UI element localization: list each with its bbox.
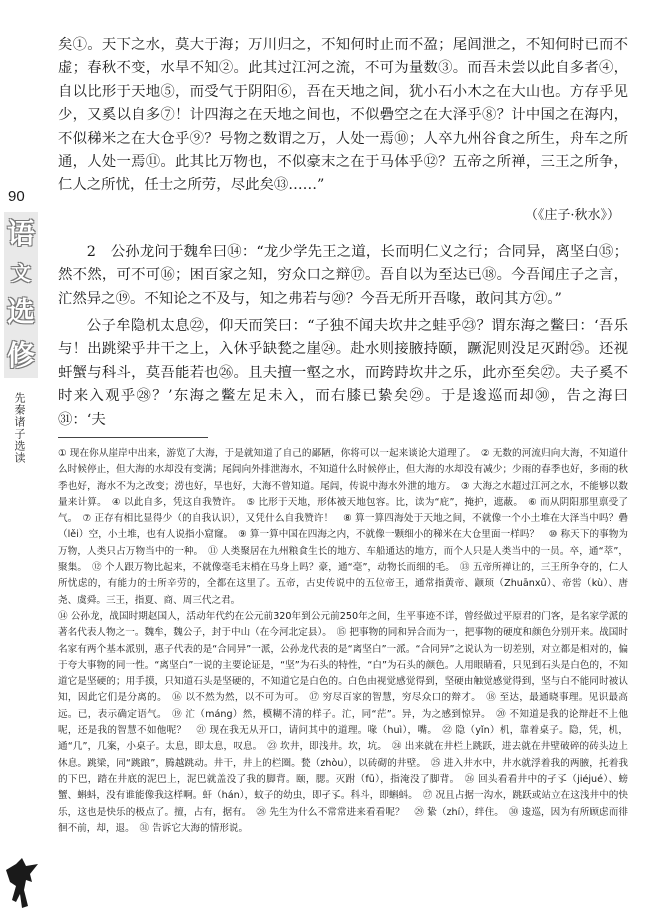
title-char-3: 选 (6, 295, 35, 328)
title-char-1: 语 (6, 217, 35, 250)
source-citation: （《庄子·秋水》） (524, 207, 620, 223)
footnote-divider (58, 437, 208, 438)
ink-figure-icon (2, 856, 42, 912)
title-char-4: 修 (6, 339, 35, 372)
page-number: 90 (8, 188, 25, 205)
title-char-2: 文 (11, 261, 31, 285)
main-text (58, 34, 628, 432)
footnote-block-2: ⑭ 公孙龙，战国时期赵国人，活动年代约在公元前320年到公元前250年之间，生平事迹不详，曾经做过平原君的门客，是名家学派的著名代表人物之一。魏牟，魏公子，封于中山（在今河北定县）。 ⑮ 把事物的同和异合而为一，把事物的硬度和颜色分别开来。战国时名家有两个基本派别，惠子代表的是“合同异”一派，公孙龙代表的是“离坚白”一派。“合同异”之说认为一切差别，对立都是相对的，偏于夸大事物的同一性。“离坚白”一说的主要论证是，“坚”为石头的特性，“白”为石头的颜色。人用眼睛看，只见到石头是白色的，不知道它是坚硬的；用手摸，只知道石头是坚硬的，不知道它是白色的。白色由视觉感觉得到，坚硬由触觉感觉得到，坚与白不能同时被认知，因此它们是分离的。 ⑯ 以不然为然，以不可为可。 ⑰ 穷尽百家的智慧，穷尽众口的辩才。 ⑱ 至达，最通晓事理。见识最高远。已，表示确定语气。 ⑲ 汒（máng）然，模糊不清的样子。汒，同“茫”。异，为之感到惊异。 ⑳ 不知道是我的论辩赶不上他呢，还是我的智慧不如他呢？ ㉑ 现在我无从开口，请问其中的道理。喙（huì），嘴。 ㉒ 隐（yǐn）机，靠着桌子。隐，凭，机，通“几”，几案，小桌子。太息，即太息，叹息。 ㉓ 坎井，即浅井。坎，坑。 ㉔ 出来就在井栏上跳跃，进去就在井壁破碎的砖头边上休息。跳梁，同“跳踉”，腾越跳动。井干，井上的栏圈。甃（zhòu），以砖砌的井壁。 ㉕ 进入井水中，井水就浮着我的两腋，托着我的下巴，踏在井底的泥巴上，泥巴就盖没了我的脚背。颐，腮。灭跗（fū），指淹没了脚背。 ㉖ 回头看看井中的孑孓（jiéjué）、螃蟹、蝌蚪，没有谁能像我这样啊。虷（hán），蚊子的幼虫，即孑孓。科斗，即蝌蚪。 ㉗ 况且占据一沟水，跳跃或站立在这浅井中的快乐，这也是快乐的极点了。擅，占有，据有。 ㉘ 先生为什么不常常进来看看呢？ ㉙ 絷（zhí），绊住。 ㉚ 逡巡，因为有所顾虑而徘徊不前，却，退。 ㉛ 告诉它大海的情形说。 (58, 610, 628, 834)
left-margin (0, 0, 44, 923)
paragraph-3: 公子牟隐机太息㉒，仰天而笑曰：“子独不闻夫坎井之蛙乎㉓？谓东海之鳖曰：‘吾乐与！出跳梁乎井干之上，入休乎缺甃之崖㉔。赴水则接腋持颐，蹶泥则没足灭跗㉕。还视虷蟹与科斗，莫吾能若也㉖。且夫擅一壑之水，而跨跱坎井之乐，此亦至矣㉗。夫子奚不时来入观乎㉘？’东海之鳖左足未入，而右膝已絷矣㉙。于是逡巡而却㉚，告之海曰㉛：‘夫 (58, 318, 628, 428)
footnotes (58, 446, 628, 837)
paragraph-1: 矣①。天下之水，莫大于海；万川归之，不知何时止而不盈；尾闾泄之，不知何时已而不虚；春秋不变，水旱不知②。此其过江河之流，不可为量数③。而吾未尝以此自多者④，自以比形于天地⑤，而受气于阴阳⑥，吾在天地之间，犹小石小木之在大山也。方存乎见少，又奚以自多⑦！计四海之在天地之间也，不似礨空之在大泽乎⑧？计中国之在海内，不似稊米之在大仓乎⑨？号物之数谓之万，人处一焉⑩；人卒九州谷食之所生，舟车之所通，人处一焉⑪。此其比万物也，不似豪末之在于马体乎⑫？五帝之所禅，三王之所争，仁人之所忧，任士之所劳，尽此矣⑬……” (58, 37, 628, 194)
vertical-book-title (4, 212, 38, 378)
vertical-subtitle: 先秦诸子选读 (13, 392, 26, 464)
footnote-block-1: ① 现在你从崖岸中出来，游览了大海，于是就知道了自己的鄙陋，你将可以一起来谈论大道理了。 ② 无数的河流归向大海，不知道什么时候停止，但大海的水却没有变满；尾闾向外排泄海水，不知道什么时候停止，但大海的水却没有减少；少雨的春季也好，多雨的秋季也好，海水不为之改变；涝也好，旱也好，大海不曾知道。尾闾，传说中海水外泄的地方。 ③ 大海之水超过江河之水，不能够以数量来计算。 ④ 以此自多，凭这自我赞许。 ⑤ 比形于天地，形体被天地包容。比，读为“庇”，掩护，遮蔽。 ⑥ 而从阴阳那里禀受了气。 ⑦ 正存有相比显得少（的自我认识），又凭什么自我赞许！ ⑧ 算一算四海处于天地之间，不就像一个小土堆在大泽当中吗？礨（lěi）空，小土堆，也有人说指小窟窿。 ⑨ 算一算中国在四海之内，不就像一颗细小的稊米在大仓里面一样吗？ ⑩ 称天下的事物为万物，人类只占万物当中的一种。 ⑪ 人类聚居在九州粮食生长的地方、车船通达的地方，而个人只是人类当中的一员。卒，通“萃”，聚集。 ⑫ 个人跟万物比起来，不就像毫毛末梢在马身上吗？豪，通“毫”，动物长而细的毛。 ⑬ 五帝所禅让的，三王所争夺的，仁人所忧虑的，有能力的士所辛劳的，全都在这里了。五帝，古史传说中的五位帝王，通常指黄帝、颛顼（Zhuānxū）、帝喾（kù）、唐尧、虞舜。三王，指夏、商、周三代之君。 (58, 448, 628, 606)
paragraph-2: 2 公孙龙问于魏牟曰⑭：“龙少学先王之道，长而明仁义之行；合同异，离坚白⑮；然不然，可不可⑯；困百家之知，穷众口之辩⑰。吾自以为至达已⑱。今吾闻庄子之言，汒然异之⑲。不知论之不及与，知之弗若与⑳？今吾无所开吾喙，敢问其方㉑。” (58, 243, 628, 307)
